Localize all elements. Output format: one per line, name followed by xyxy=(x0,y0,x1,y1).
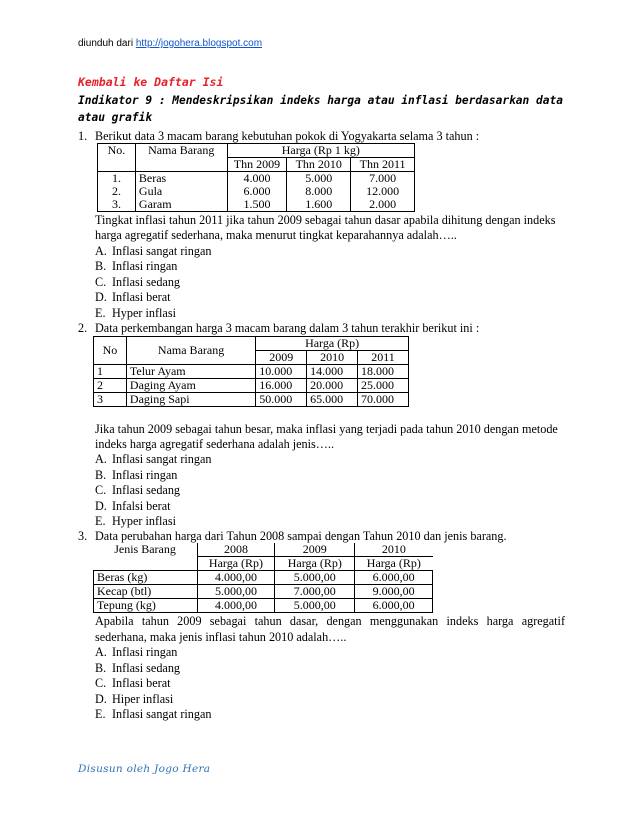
source-link[interactable]: http://jogohera.blogspot.com xyxy=(135,38,263,49)
q1-col-no: No. xyxy=(98,144,136,158)
option-letter: B. xyxy=(95,661,107,675)
cell-value: 4.000,00 xyxy=(197,571,275,585)
option-text: Inflasi ringan xyxy=(112,645,178,659)
option-text: Hyper inflasi xyxy=(112,514,176,528)
option-letter: A. xyxy=(95,244,107,258)
table-row xyxy=(94,379,409,393)
cell-value: 7.000,00 xyxy=(275,585,355,599)
option-letter: C. xyxy=(95,275,107,289)
cell-value: 6.000,00 xyxy=(355,571,433,585)
table-row xyxy=(94,599,433,613)
option-text: Inflasi sangat ringan xyxy=(112,244,212,258)
cell-value: 65.000 xyxy=(307,393,358,407)
cell-name: Beras xyxy=(135,172,227,186)
cell-name: Daging Ayam xyxy=(126,379,255,393)
table-row xyxy=(98,172,415,186)
q3-text-line2: sederhana, maka jenis inflasi tahun 2010 adalah….. xyxy=(95,630,347,644)
q1-table xyxy=(97,143,415,212)
option-text: Inflasi berat xyxy=(112,290,171,304)
option-text: Inflasi sedang xyxy=(112,661,181,675)
cell-value: 1.600 xyxy=(287,198,351,212)
q1-text-line2: harga agregatif sederhana, maka menurut tingkat keparahannya adalah….. xyxy=(95,228,457,242)
q1-year: Thn 2010 xyxy=(287,158,351,172)
table-row xyxy=(98,198,415,212)
q2-year: 2009 xyxy=(256,351,307,365)
option-letter: A. xyxy=(95,452,107,466)
q3-col-name: Jenis Barang xyxy=(94,543,198,557)
q1-year: Thn 2011 xyxy=(351,158,415,172)
cell-value: 7.000 xyxy=(351,172,415,186)
cell-name: Garam xyxy=(135,198,227,212)
cell-no: 1 xyxy=(94,365,127,379)
option-text: Inflasi sangat ringan xyxy=(112,707,212,721)
option-letter: B. xyxy=(95,259,107,273)
q3-year: 2009 xyxy=(275,543,355,557)
q3-number: 3. xyxy=(78,529,88,543)
cell-value: 12.000 xyxy=(351,185,415,198)
option-letter: E. xyxy=(95,514,106,528)
source-credit xyxy=(78,38,262,49)
q2-col-no: No xyxy=(94,337,127,365)
footer-author: Disusun oleh Jogo Hera xyxy=(78,763,211,775)
cell-value: 4.000,00 xyxy=(197,599,275,613)
cell-value: 6.000,00 xyxy=(355,599,433,613)
cell-name: Beras (kg) xyxy=(94,571,198,585)
q1-year: Thn 2009 xyxy=(227,158,287,172)
q2-table xyxy=(93,336,409,407)
cell-name: Daging Sapi xyxy=(126,393,255,407)
cell-value: 25.000 xyxy=(358,379,409,393)
q2-prompt: Data perkembangan harga 3 macam barang dalam 3 tahun terakhir berikut ini : xyxy=(95,321,480,335)
q2-text-line2: indeks harga agregatif sederhana adalah jenis….. xyxy=(95,437,335,451)
option-letter: D. xyxy=(95,692,107,706)
q3-text-line1: Apabila tahun 2009 sebagai tahun dasar, dengan menggunakan indeks harga agregatif xyxy=(95,614,565,628)
option-letter: E. xyxy=(95,707,106,721)
table-row xyxy=(94,571,433,585)
q2-col-name: Nama Barang xyxy=(126,337,255,365)
q1-prompt: Berikut data 3 macam barang kebutuhan pokok di Yogyakarta selama 3 tahun : xyxy=(95,129,480,143)
option-text: Inflasi ringan xyxy=(112,259,178,273)
cell-value: 70.000 xyxy=(358,393,409,407)
cell-value: 50.000 xyxy=(256,393,307,407)
cell-value: 5.000,00 xyxy=(197,585,275,599)
option-letter: C. xyxy=(95,483,107,497)
credit-prefix: diunduh dari xyxy=(78,38,134,49)
back-to-contents-link[interactable]: Kembali ke Daftar Isi xyxy=(78,75,224,89)
option-letter: B. xyxy=(95,468,107,482)
cell-value: 6.000 xyxy=(227,185,287,198)
q3-year: 2008 xyxy=(197,543,275,557)
q2-year: 2010 xyxy=(307,351,358,365)
option-text: Hiper inflasi xyxy=(112,692,174,706)
cell-no: 3 xyxy=(94,393,127,407)
indicator-heading: Indikator 9 : Mendeskripsikan indeks harga atau inflasi berdasarkan data atau grafik xyxy=(78,94,563,124)
cell-value: 5.000,00 xyxy=(275,599,355,613)
q2-col-price: Harga (Rp) xyxy=(256,337,409,351)
cell-value: 4.000 xyxy=(227,172,287,186)
q3-prompt: Data perubahan harga dari Tahun 2008 sampai dengan Tahun 2010 dan jenis barang. xyxy=(95,529,507,543)
option-letter: A. xyxy=(95,645,107,659)
option-letter: D. xyxy=(95,499,107,513)
cell-no: 2 xyxy=(94,379,127,393)
cell-value: 18.000 xyxy=(358,365,409,379)
option-text: Inflasi ringan xyxy=(112,468,178,482)
table-row xyxy=(94,365,409,379)
cell-value: 16.000 xyxy=(256,379,307,393)
cell-value: 2.000 xyxy=(351,198,415,212)
q2-text-line1: Jika tahun 2009 sebagai tahun besar, maka inflasi yang terjadi pada tahun 2010 dengan metode xyxy=(95,422,558,436)
option-text: Hyper inflasi xyxy=(112,306,176,320)
option-letter: E. xyxy=(95,306,106,320)
cell-value: 5.000,00 xyxy=(275,571,355,585)
q1-number: 1. xyxy=(78,129,88,143)
cell-no: 2. xyxy=(98,185,136,198)
cell-value: 20.000 xyxy=(307,379,358,393)
cell-no: 1. xyxy=(98,172,136,186)
cell-value: 10.000 xyxy=(256,365,307,379)
table-row xyxy=(94,585,433,599)
option-text: Inflasi sedang xyxy=(112,275,181,289)
q1-text-line1: Tingkat inflasi tahun 2011 jika tahun 2009 sebagai tahun dasar apabila dihitung dengan indeks xyxy=(95,213,556,227)
option-letter: C. xyxy=(95,676,107,690)
cell-name: Tepung (kg) xyxy=(94,599,198,613)
q3-year: 2010 xyxy=(355,543,433,557)
q3-subheader: Harga (Rp) xyxy=(275,557,355,571)
q1-col-price: Harga (Rp 1 kg) xyxy=(227,144,414,158)
cell-name: Telur Ayam xyxy=(126,365,255,379)
cell-value: 9.000,00 xyxy=(355,585,433,599)
cell-name: Kecap (btl) xyxy=(94,585,198,599)
cell-value: 5.000 xyxy=(287,172,351,186)
q3-subheader: Harga (Rp) xyxy=(355,557,433,571)
cell-value: 8.000 xyxy=(287,185,351,198)
cell-value: 1.500 xyxy=(227,198,287,212)
option-letter: D. xyxy=(95,290,107,304)
q1-col-name: Nama Barang xyxy=(135,144,227,158)
option-text: Inflasi sangat ringan xyxy=(112,452,212,466)
q2-number: 2. xyxy=(78,321,88,335)
option-text: Inflasi sedang xyxy=(112,483,181,497)
table-row xyxy=(94,393,409,407)
cell-name: Gula xyxy=(135,185,227,198)
q3-table xyxy=(93,543,433,613)
q3-subheader: Harga (Rp) xyxy=(197,557,275,571)
option-text: Inflasi berat xyxy=(112,676,171,690)
cell-no: 3. xyxy=(98,198,136,212)
q2-year: 2011 xyxy=(358,351,409,365)
cell-value: 14.000 xyxy=(307,365,358,379)
option-text: Infalsi berat xyxy=(112,499,171,513)
